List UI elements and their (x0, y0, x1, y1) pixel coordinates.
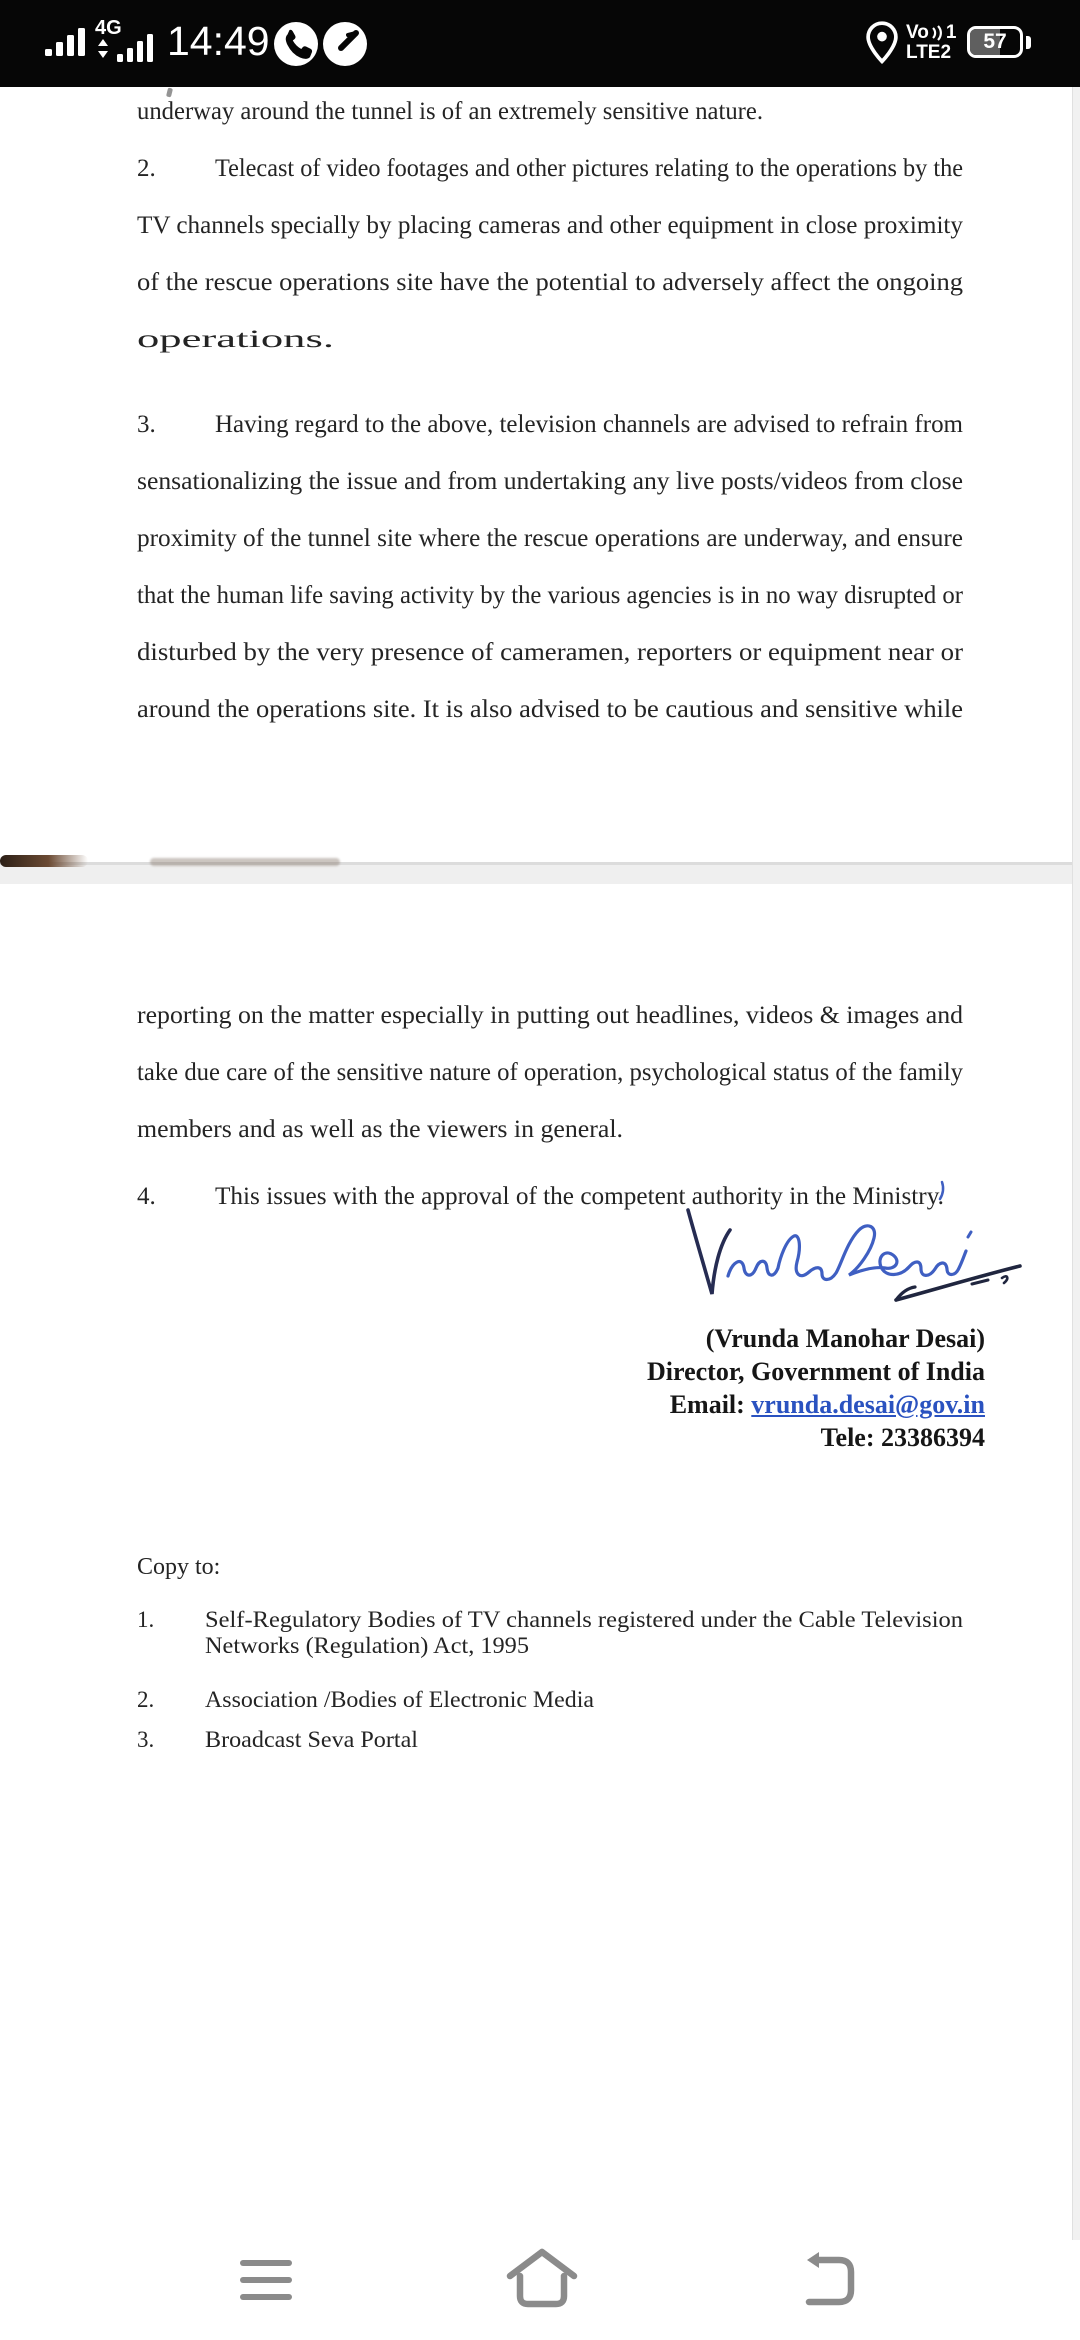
document-line (137, 451, 965, 508)
paragraph-3-line: proximity of the tunnel site where the rescue operations are underway, and ensure (137, 525, 963, 552)
signatory-title: Director, Government of India (647, 1357, 985, 1386)
paragraph-1-last-line: underway around the tunnel is of an extremely sensitive nature. (137, 98, 763, 125)
location-pin-icon (865, 20, 899, 66)
email-label: Email: (669, 1390, 752, 1419)
page-edge-shadow (150, 858, 340, 866)
signatory-name: (Vrunda Manohar Desai) (705, 1324, 985, 1353)
document-line (137, 985, 965, 1042)
paragraph-2-line: of the rescue operations site have the potential to adversely affect the ongoing (137, 269, 964, 296)
copy-to-heading: Copy to: (137, 1554, 221, 1580)
document-line (137, 394, 965, 451)
navigation-bar (0, 2240, 1080, 2340)
page-edge-shadow (0, 855, 88, 867)
paragraph-3-continued-line: members and as well as the viewers in general. (137, 1116, 623, 1143)
document-line (137, 81, 965, 138)
signature-image (650, 1180, 1050, 1315)
paragraph-3-number: 3. (137, 411, 156, 438)
mobile-data-4g-icon (95, 16, 165, 64)
active-call-icon (273, 21, 319, 67)
volte-sim-number: 1 (945, 22, 957, 43)
clock: 14:49 (167, 18, 270, 64)
copy-item-text: Networks (Regulation) Act, 1995 (205, 1633, 529, 1658)
home-button[interactable] (504, 2246, 580, 2310)
document-line (137, 195, 965, 252)
copy-to-section (137, 1552, 965, 1754)
volte-vo-label: Vo (906, 22, 929, 43)
signal-strength-icon (45, 26, 87, 58)
back-button[interactable] (797, 2250, 855, 2306)
back-icon (797, 2250, 855, 2306)
copy-item-line (137, 1688, 965, 1714)
signatory-tele: Tele: 23386394 (820, 1423, 985, 1452)
paragraph-3-line: Having regard to the above, television channels are advised to refrain from (215, 411, 964, 438)
volte-indicator (906, 23, 956, 63)
copy-item-number: 2. (137, 1687, 155, 1712)
document-line (137, 252, 965, 309)
paragraph-3-line: that the human life saving activity by the various agencies is in no way disrupted or (137, 582, 964, 609)
battery-percent: 57 (983, 30, 1007, 53)
copy-item-text: Association /Bodies of Electronic Media (205, 1687, 594, 1712)
signatory-email-line (647, 1388, 985, 1421)
home-icon (504, 2246, 580, 2310)
recents-button[interactable] (238, 2252, 294, 2308)
copy-item-number: 1. (137, 1607, 155, 1632)
paragraph-2-line: operations. (137, 326, 334, 353)
paragraph-2-number: 2. (137, 155, 156, 182)
copy-item-number: 3. (137, 1727, 155, 1752)
paragraph-2-line: TV channels specially by placing cameras and other equipment in close proximity (137, 212, 964, 239)
copy-item-line (137, 1608, 965, 1634)
paragraph-3-continued-line: reporting on the matter especially in putting out headlines, videos & images and (137, 1002, 964, 1029)
copy-item-text: Broadcast Seva Portal (205, 1727, 418, 1752)
paragraph-3-continued-line: take due care of the sensitive nature of operation, psychological status of the family (137, 1059, 964, 1086)
document-line (137, 508, 965, 565)
viewer-background-edge (1072, 87, 1080, 2340)
paragraph-4-number: 4. (137, 1183, 156, 1210)
email-link[interactable]: vrunda.desai@gov.in (751, 1390, 985, 1419)
copy-item-line (137, 1728, 965, 1754)
document-line (137, 565, 965, 622)
battery-icon (967, 26, 1023, 58)
paragraph-4-line: This issues with the approval of the competent authority in the Ministry. (215, 1183, 944, 1210)
signatory-block (647, 1322, 985, 1454)
network-type-label: 4G (95, 17, 122, 39)
volte-arcs-icon (931, 24, 944, 42)
speedometer-icon (322, 21, 368, 67)
battery-terminal (1026, 36, 1031, 49)
paragraph-3-line: disturbed by the very presence of cameramen, reporters or equipment near or (137, 639, 964, 666)
document-line (137, 679, 965, 736)
document-line (137, 1042, 965, 1099)
paragraph-3-line: sensationalizing the issue and from undertaking any live posts/videos from close (137, 468, 964, 495)
copy-item-line (137, 1634, 965, 1660)
paragraph-3-line: around the operations site. It is also advised to be cautious and sensitive while (137, 696, 963, 723)
copy-item-text: Self-Regulatory Bodies of TV channels registered under the Cable Television (205, 1607, 964, 1632)
paragraph-2-line: Telecast of video footages and other pictures relating to the operations by the (215, 155, 963, 182)
status-bar (0, 0, 1080, 87)
document-page-1 (137, 81, 965, 736)
document-line (137, 1099, 965, 1156)
document-line (137, 309, 965, 366)
document-line (137, 622, 965, 679)
volte-lte-label: LTE2 (906, 42, 952, 63)
menu-icon (238, 2252, 294, 2308)
document-line (137, 138, 965, 195)
